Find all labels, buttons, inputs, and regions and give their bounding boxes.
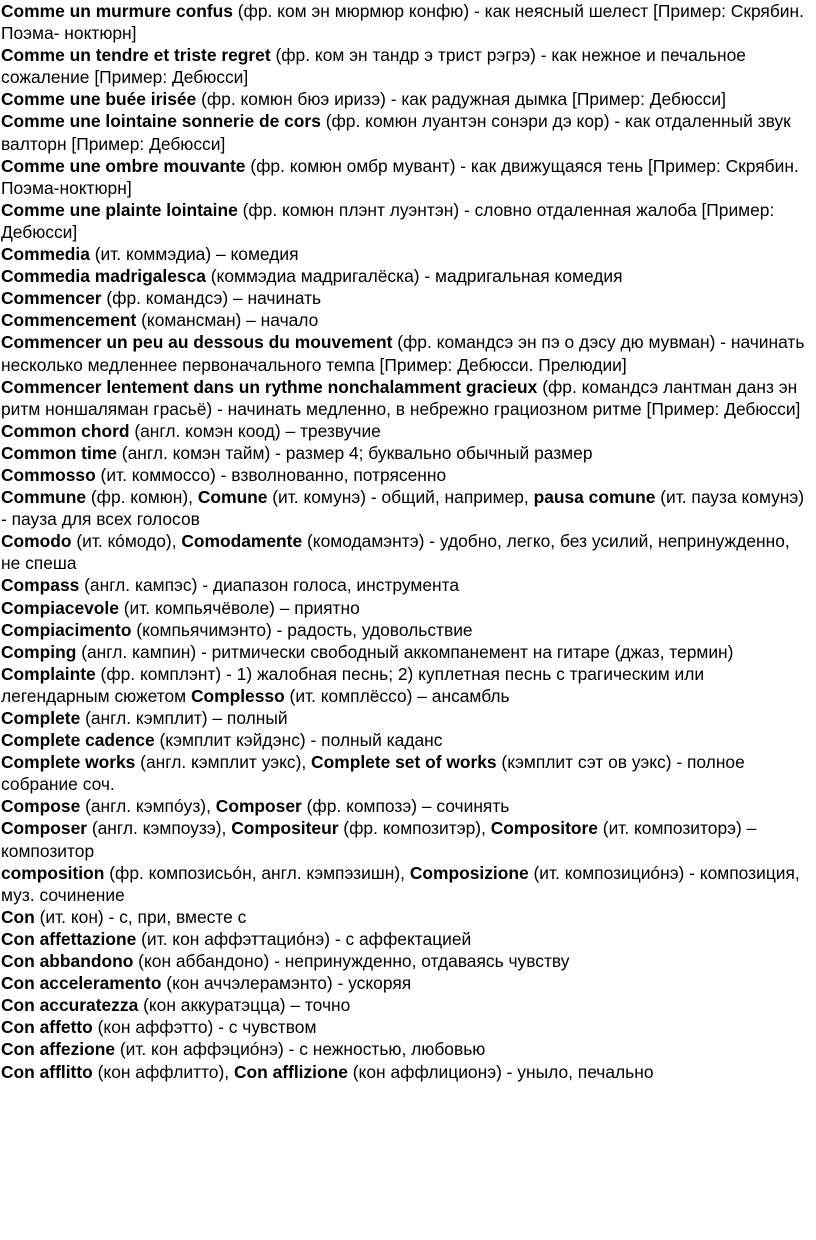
dictionary-entry (1, 110, 812, 154)
dictionary-entry (1, 199, 812, 243)
entry-term: Composizione (409, 862, 529, 883)
entry-term: Con (1, 906, 35, 927)
entry-term: Comme une ombre mouvante (1, 155, 246, 176)
dictionary-entry (1, 530, 812, 574)
dictionary-entry (1, 950, 812, 972)
entry-term: Commedia madrigalesca (1, 266, 206, 287)
entry-term: Compose (1, 796, 81, 817)
entry-term: Complete set of works (311, 752, 497, 773)
entry-definition: (фр. комюн плэнт луэнтэн) - словно отдаленная жалоба [Пример: Дебюсси] (1, 199, 775, 242)
entry-term: Comme une plainte lointaine (1, 199, 238, 220)
entry-term: Complesso (190, 685, 285, 706)
entry-definition: (ит. композициóнэ) - композиция, муз. сочинение (1, 862, 800, 905)
entry-definition: (компьячимэнто) - радость, удовольствие (131, 619, 473, 640)
entry-term: Composer (215, 796, 302, 817)
dictionary-entry (1, 464, 812, 486)
entry-term: Common time (1, 442, 117, 463)
dictionary-entry (1, 243, 812, 265)
entry-term: Con acceleramento (1, 973, 162, 994)
entry-term: Con afflizione (233, 1061, 348, 1082)
entry-definition: (ит. кон аффэттациóнэ) - с аффектацией (136, 928, 472, 949)
dictionary-entry (1, 1038, 812, 1060)
entry-definition: (кон аккуратэцца) – точно (138, 995, 351, 1016)
entry-term: Comodamente (181, 531, 303, 552)
dictionary-entry (1, 663, 812, 707)
entry-definition: (ит. коммоссо) - взволнованно, потрясенно (95, 464, 447, 485)
entry-definition: (фр. композисьóн, англ. кэмпэзишн), (104, 862, 410, 883)
dictionary-entry (1, 574, 812, 596)
entry-definition: (фр. ком эн мюрмюр конфю) - как неясный шелест [Пример: Скрябин. Поэма- ноктюрн] (1, 1, 804, 44)
entry-term: Commencer un peu au dessous du mouvement (1, 332, 393, 353)
entry-definition: (ит. кон) - с, при, вместе с (34, 906, 247, 927)
dictionary-entry (1, 862, 812, 906)
entry-term: composition (1, 862, 105, 883)
dictionary-entry (1, 486, 812, 530)
entry-term: Comodo (1, 531, 72, 552)
entry-term: Common chord (1, 420, 130, 441)
entry-term: Comping (1, 641, 77, 662)
entry-term: Commune (1, 487, 87, 508)
dictionary-entry (1, 994, 812, 1016)
entry-term: pausa comune (533, 487, 656, 508)
entry-term: Con affettazione (1, 928, 137, 949)
dictionary-entry (1, 376, 812, 420)
entry-term: Complete (1, 708, 81, 728)
entry-definition: (фр. комюн), (86, 487, 198, 508)
entry-term: Compass (1, 575, 80, 596)
dictionary-entry (1, 972, 812, 994)
entry-definition: (фр. комюн бюэ иризэ) - как радужная дымка [Пример: Дебюсси] (196, 89, 726, 110)
dictionary-entry (1, 88, 812, 110)
entry-term: Comme un murmure confus (1, 1, 233, 21)
entry-definition: (фр. командсэ эн пэ о дэсу дю мувман) - начинать несколько медленнее первоначального темпа [Пример: Дебюсси. Прелюдии] (1, 332, 805, 375)
entry-definition: (кон аффлитто), (92, 1061, 234, 1082)
entry-definition: (англ. кампин) - ритмически свободный аккомпанемент на гитаре (джаз, термин) (76, 641, 734, 662)
dictionary-entry (1, 817, 812, 861)
dictionary-entry (1, 928, 812, 950)
dictionary-entry (1, 751, 812, 795)
entry-term: Comune (197, 487, 268, 508)
entry-term: Con abbandono (1, 951, 134, 972)
entry-term: Commencement (1, 310, 137, 331)
entry-term: Comme une lointaine sonnerie de cors (1, 111, 321, 132)
entry-definition: (англ. кэмплит уэкс), (135, 752, 312, 773)
entry-list (1, 0, 812, 1083)
entry-definition: (фр. командсэ лантман данз эн ритм ноншаляман грасьё) - начинать медленно, в небрежно грациозном ритме [Пример: Дебюсси] (1, 376, 801, 419)
entry-definition: (фр. комюн луантэн сонэри дэ кор) - как отдаленный звук валторн [Пример: Дебюсси] (1, 111, 791, 154)
entry-term: Comme une buée irisée (1, 89, 197, 110)
dictionary-entry (1, 44, 812, 88)
entry-term: Compiacevole (1, 597, 119, 618)
entry-definition: (кон аччэлерамэнто) - ускоряя (161, 973, 412, 994)
entry-definition: (комодамэнтэ) - удобно, легко, без усилий, непринужденно, не спеша (1, 531, 790, 574)
entry-definition: (ит. композиторэ) – композитор (1, 818, 757, 861)
dictionary-entry (1, 265, 812, 287)
entry-term: Complete works (1, 752, 136, 773)
dictionary-entry (1, 420, 812, 442)
entry-term: Con afflitto (1, 1061, 93, 1082)
entry-definition: (фр. ком эн тандр э трист рэгрэ) - как нежное и печальное сожаление [Пример: Дебюсси] (1, 45, 746, 88)
entry-term: Compositore (490, 818, 598, 839)
entry-definition: (фр. командсэ) – начинать (101, 288, 322, 309)
entry-definition: (ит. кон аффэциóнэ) - с нежностью, любовью (115, 1039, 486, 1060)
entry-term: Complete cadence (1, 730, 155, 751)
entry-definition: (англ. кэмплит) – полный (80, 708, 288, 728)
dictionary-entry (1, 641, 812, 663)
entry-definition: (фр. композэ) – сочинять (301, 796, 510, 817)
dictionary-entry (1, 1016, 812, 1038)
dictionary-entry (1, 729, 812, 751)
entry-definition: (ит. комунэ) - общий, например, (267, 487, 534, 508)
entry-term: Commedia (1, 244, 90, 265)
entry-definition: (коммэдиа мадригалёска) - мадригальная комедия (205, 266, 623, 287)
dictionary-entry (1, 287, 812, 309)
dictionary-entry (1, 309, 812, 331)
entry-definition: (англ. комэн коод) – трезвучие (129, 420, 381, 441)
dictionary-entry (1, 906, 812, 928)
entry-definition: (ит. комплёссо) – ансамбль (284, 685, 510, 706)
dictionary-entry (1, 707, 812, 729)
dictionary-entry (1, 442, 812, 464)
entry-definition: (англ. кэмпоузэ), (87, 818, 232, 839)
dictionary-entry (1, 597, 812, 619)
entry-definition: (комансман) – начало (136, 310, 319, 331)
entry-definition: (фр. комплэнт) - 1) жалобная песнь; 2) куплетная песнь с трагическим или легендарным сюжетом (1, 663, 705, 706)
entry-definition: (ит. пауза комунэ) - пауза для всех голосов (1, 487, 805, 530)
dictionary-entry (1, 619, 812, 641)
entry-definition: (ит. компьячёволе) – приятно (118, 597, 360, 618)
entry-term: Comme un tendre et triste regret (1, 45, 271, 66)
entry-term: Con affetto (1, 1017, 93, 1038)
entry-definition: (ит. кóмодо), (71, 531, 182, 552)
entry-definition: (фр. композитэр), (338, 818, 491, 839)
entry-term: Commencer (1, 288, 102, 309)
dictionary-entry (1, 331, 812, 375)
entry-definition: (англ. кампэс) - диапазон голоса, инструмента (79, 575, 460, 596)
dictionary-entry (1, 155, 812, 199)
entry-term: Con accuratezza (1, 995, 139, 1016)
entry-definition: (кон аббандоно) - непринужденно, отдаваясь чувству (133, 951, 570, 972)
entry-definition: (англ. комэн тайм) - размер 4; буквально обычный размер (116, 442, 593, 463)
entry-term: Compiacimento (1, 619, 132, 640)
entry-term: Commosso (1, 464, 96, 485)
dictionary-entry (1, 795, 812, 817)
entry-definition: (фр. комюн омбр мувант) - как движущаяся тень [Пример: Скрябин. Поэма-ноктюрн] (1, 155, 799, 198)
dictionary-entry (1, 0, 812, 44)
dictionary-entry (1, 1061, 812, 1083)
entry-definition: (англ. кэмпóуз), (80, 796, 216, 817)
entry-definition: (кон аффлиционэ) - уныло, печально (347, 1061, 654, 1082)
entry-definition: (кон аффэтто) - с чувством (92, 1017, 317, 1038)
entry-term: Commencer lentement dans un rythme nonchalamment gracieux (1, 376, 538, 397)
entry-definition: (кэмплит сэт ов уэкс) - полное собрание соч. (1, 752, 745, 795)
entry-definition: (ит. коммэдиа) – комедия (89, 244, 299, 265)
entry-term: Compositeur (231, 818, 339, 839)
entry-term: Composer (1, 818, 88, 839)
entry-term: Con affezione (1, 1039, 116, 1060)
entry-term: Complainte (1, 663, 96, 684)
entry-definition: (кэмплит кэйдэнс) - полный каданс (154, 730, 443, 751)
